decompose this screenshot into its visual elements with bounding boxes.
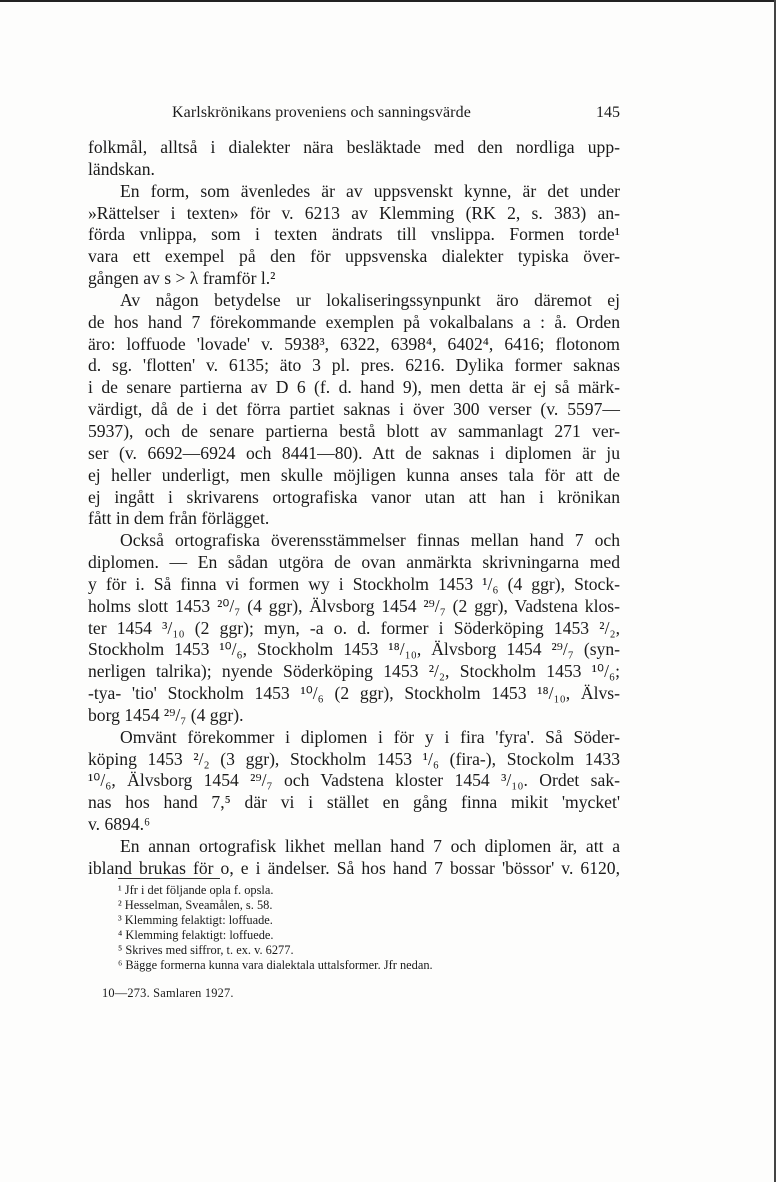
text-line: ter 1454 ³/₁₀ (2 ggr); myn, -a o. d. former i Söderköping 1453 ²/₂,: [88, 617, 620, 638]
footnote: ³ Klemming felaktigt: loffuade.: [118, 913, 273, 928]
text-line: nerligen talrika); nyende Söderköping 1453 ²/₂, Stockholm 1453 ¹⁰/₆;: [88, 661, 620, 682]
page-edge-top: [0, 0, 776, 2]
text-line: Av någon betydelse ur lokaliseringssynpunkt äro däremot ej: [120, 289, 620, 310]
text-line: förda vnlippa, som i texten ändrats till vnslippa. Formen torde¹: [88, 224, 620, 245]
text-line: ej heller underligt, men skulle möjligen kunna anses tala för att de: [88, 464, 620, 485]
text-line: Också ortografiska överensstämmelser finnas mellan hand 7 och: [120, 530, 620, 551]
text-line: Omvänt förekommer i diplomen i för y i fira 'fyra'. Så Söder-: [120, 726, 620, 747]
footnote: ² Hesselman, Sveamålen, s. 58.: [118, 898, 273, 913]
text-line: vara ett exempel på den för uppsvenska dialekter typiska över-: [88, 246, 620, 267]
text-line: gången av s > λ framför l.²: [88, 268, 276, 289]
text-line: En form, som ävenledes är av uppsvenskt kynne, är det under: [120, 180, 620, 201]
page-number: 145: [596, 104, 620, 121]
text-line: -tya- 'tio' Stockholm 1453 ¹⁰/₆ (2 ggr), Stockholm 1453 ¹⁸/₁₀, Älvs-: [88, 683, 620, 704]
text-line: ibland brukas för o, e i ändelser. Så hos hand 7 bossar 'bössor' v. 6120,: [88, 857, 620, 878]
text-line: »Rättelser i texten» för v. 6213 av Klemming (RK 2, s. 383) an-: [88, 202, 620, 223]
text-line: borg 1454 ²⁹/₇ (4 ggr).: [88, 704, 244, 725]
footnote: ¹ Jfr i det följande opla f. opsla.: [118, 883, 274, 897]
text-line: fått in dem från förlägget.: [88, 508, 270, 529]
footnote: ⁵ Skrives med siffror, t. ex. v. 6277.: [118, 943, 294, 958]
text-line: Stockholm 1453 ¹⁰/₆, Stockholm 1453 ¹⁸/₁₀, Älvsborg 1454 ²⁹/₇ (syn-: [88, 639, 620, 660]
text-line: En annan ortografisk likhet mellan hand 7 och diplomen är, att a: [120, 836, 620, 856]
text-line: v. 6894.⁶: [88, 814, 151, 835]
text-line: d. sg. 'flotten' v. 6135; äto 3 pl. pres. 6216. Dylika former saknas: [88, 355, 620, 376]
text-line: köping 1453 ²/₂ (3 ggr), Stockholm 1453 ¹/₆ (fira-), Stockolm 1433: [88, 748, 620, 769]
text-line: diplomen. — En sådan utgöra de ovan anmärkta skrivningarna med: [88, 552, 620, 573]
running-title: Karlskrönikans proveniens och sanningsvärde: [172, 104, 471, 121]
text-line: nas hos hand 7,⁵ där vi i stället en gång finna mikit 'mycket': [88, 792, 620, 813]
text-line: 5937), och de senare partierna bestå blott av sammanlagt 271 ver-: [88, 420, 620, 441]
text-line: ländskan.: [88, 158, 155, 179]
footnotes: [118, 883, 578, 974]
text-line: holms slott 1453 ²⁰/₇ (4 ggr), Älvsborg 1454 ²⁹/₇ (2 ggr), Vadstena klos-: [88, 595, 620, 616]
text-line: i de senare partierna av D 6 (f. d. hand 9), men detta är ej så märk-: [88, 377, 620, 398]
footnote: ⁶ Bägge formerna kunna vara dialektala uttalsformer. Jfr nedan.: [118, 958, 433, 973]
printer-signature: 10—273. Samlaren 1927.: [102, 986, 234, 1000]
text-line: värdigt, då de i det förra partiet saknas i över 300 verser (v. 5597—: [88, 399, 620, 420]
text-line: ¹⁰/₆, Älvsborg 1454 ²⁹/₇ och Vadstena kloster 1454 ³/₁₀. Ordet sak-: [88, 770, 620, 791]
text-line: de hos hand 7 förekommande exemplen på vokalbalans a : å. Orden: [88, 311, 620, 332]
text-line: y för i. Så finna vi formen wy i Stockholm 1453 ¹/₆ (4 ggr), Stock-: [88, 573, 620, 594]
body-text: [88, 137, 620, 880]
footnote: ⁴ Klemming felaktigt: loffuede.: [118, 928, 274, 943]
footnote-rule: [118, 878, 220, 879]
text-line: ser (v. 6692—6924 och 8441—80). Att de saknas i diplomen är ju: [88, 442, 620, 463]
text-line: folkmål, alltså i dialekter nära besläktade med den nordliga upp-: [88, 137, 620, 157]
text-line: äro: loffuode 'lovade' v. 5938³, 6322, 6398⁴, 6402⁴, 6416; flotonom: [88, 333, 620, 354]
text-line: ej ingått i skrivarens ortografiska vanor utan att han i krönikan: [88, 486, 620, 507]
page-header: [88, 104, 620, 128]
